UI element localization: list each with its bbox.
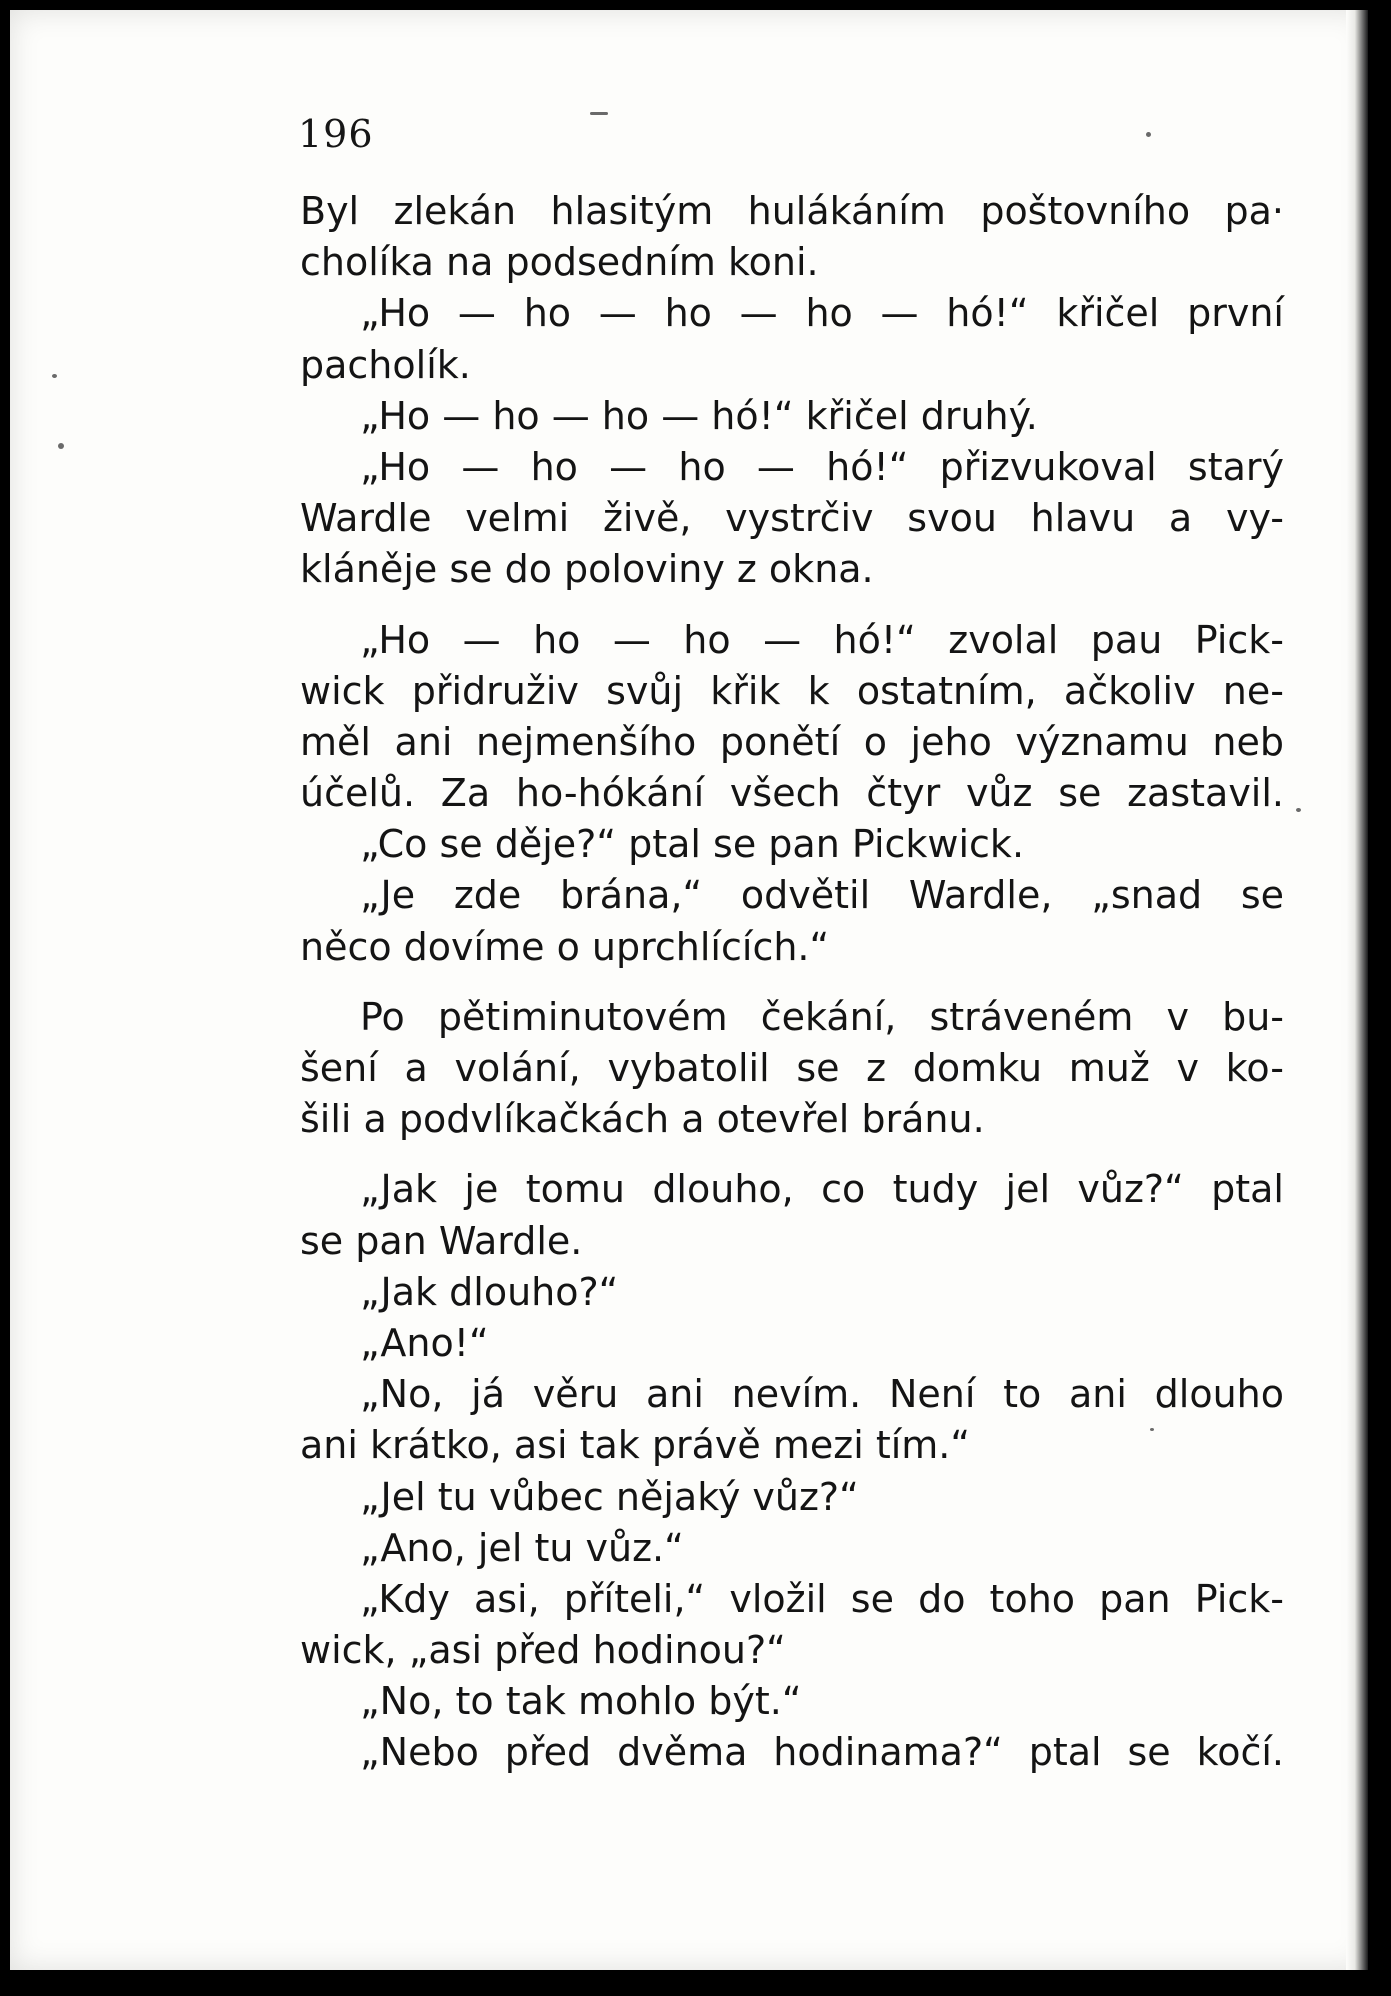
text-line: „Ho — ho — ho — hó!“ křičel druhý. bbox=[360, 393, 1038, 438]
scan-speck bbox=[1150, 1428, 1154, 1431]
text-line: „Jel tu vůbec nějaký vůz?“ bbox=[360, 1474, 859, 1519]
page-number: 196 bbox=[298, 112, 374, 156]
body-text bbox=[300, 186, 1284, 1779]
text-line: kláněje se do poloviny z okna. bbox=[300, 547, 874, 592]
text-line: wick, „asi před hodinou?“ bbox=[300, 1628, 786, 1673]
text-line: „Ho — ho — ho — hó!“ přizvukoval starý bbox=[360, 444, 1284, 489]
text-line: „Nebo před dvěma hodinama?“ ptal se kočí. bbox=[360, 1730, 1284, 1775]
text-line: Wardle velmi živě, vystrčiv svou hlavu a vy- bbox=[300, 496, 1284, 541]
scan-speck bbox=[590, 112, 608, 115]
text-line: účelů. Za ho-hókání všech čtyr vůz se zastavil. bbox=[300, 771, 1284, 816]
text-line: „Ho — ho — ho — ho — hó!“ křičel první bbox=[360, 291, 1284, 336]
text-line: šení a volání, vybatolil se z domku muž v ko- bbox=[300, 1046, 1284, 1090]
text-line: „No, já věru ani nevím. Není to ani dlouho bbox=[360, 1372, 1284, 1417]
text-line: šili a podvlíkačkách a otevřel bránu. bbox=[300, 1097, 985, 1142]
text-line: se pan Wardle. bbox=[300, 1218, 583, 1263]
text-line: cholíka na podsedním koni. bbox=[300, 240, 819, 285]
text-line: pacholík. bbox=[300, 342, 471, 387]
text-line: měl ani nejmenšího ponětí o jeho významu neb bbox=[300, 719, 1284, 764]
scan-speck bbox=[1146, 132, 1151, 137]
text-line: „Ano, jel tu vůz.“ bbox=[360, 1525, 684, 1570]
text-line: něco dovíme o uprchlících.“ bbox=[300, 924, 830, 969]
scan-speck bbox=[58, 443, 64, 449]
text-line: „Kdy asi, příteli,“ vložil se do toho pan Pick- bbox=[360, 1576, 1284, 1621]
text-line: „Jak dlouho?“ bbox=[360, 1269, 619, 1314]
text-line: „Co se děje?“ ptal se pan Pickwick. bbox=[360, 822, 1025, 867]
text-line: Po pětiminutovém čekání, stráveném v bu- bbox=[360, 994, 1284, 1039]
text-line: wick přidruživ svůj křik k ostatním, ačkoliv ne- bbox=[300, 668, 1284, 713]
text-line: „Ano!“ bbox=[360, 1320, 489, 1365]
text-line: „No, to tak mohlo být.“ bbox=[360, 1679, 802, 1724]
text-line: „Jak je tomu dlouho, co tudy jel vůz?“ ptal bbox=[360, 1167, 1284, 1212]
text-line: „Je zde brána,“ odvětil Wardle, „snad se bbox=[360, 873, 1284, 918]
text-line: ani krátko, asi tak právě mezi tím.“ bbox=[300, 1423, 971, 1468]
text-line: „Ho — ho — ho — hó!“ zvolal pau Pick- bbox=[360, 617, 1284, 662]
scan-speck bbox=[1296, 808, 1301, 812]
page-edge-shadow bbox=[1346, 10, 1368, 1970]
scan-speck bbox=[52, 374, 57, 378]
text-line: Byl zlekán hlasitým hulákáním poštovního pa· bbox=[300, 189, 1284, 233]
